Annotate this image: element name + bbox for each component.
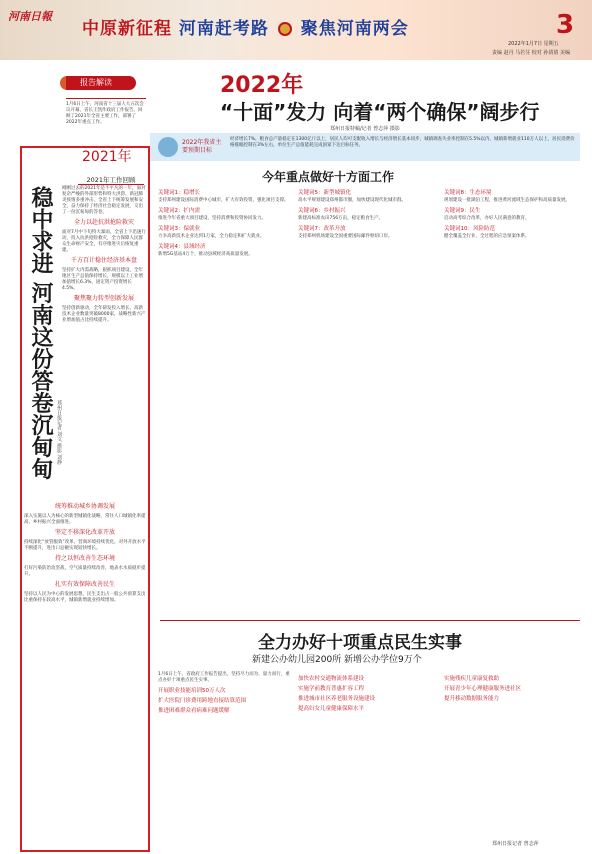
review-subhead-4: 统筹推动城乡协调发展 [54,503,115,510]
livelihood-column-3 [444,672,582,704]
task-text: 健全覆盖全行业、全过程的应急预案体系。 [444,234,530,239]
task-head: 关键词6：乡村振兴 [298,208,346,214]
task-head: 关键词1：稳增长 [158,190,200,196]
task-head: 关键词3：保就业 [158,226,200,232]
page-number: 3 [556,10,575,40]
year-2021-label: 2021年 [82,149,132,165]
review-paragraph-1: 面对7月中下旬特大暴雨，全省上下迅速行动，投入抗洪抢险救灾，全力保障人民群众生命财产安全，有序推进灾后恢复重建。 [62,230,146,253]
task-head: 关键词8：生态环境 [444,190,492,196]
emblem-icon [278,22,292,36]
tasks-column-2 [298,186,436,240]
livelihood-head: 提升移动数据服务能力 [444,696,500,702]
target-icon [158,137,178,157]
targets-label: 2022年我省主要预期目标 [182,139,222,154]
banner-part-3: 聚焦河南两会 [300,19,409,39]
report-tag: 报告解读 [66,76,136,90]
editor-credits: 责编 赵丹 马若芬 校对 孙倩倩 美编 [492,50,570,56]
task-text: 支持郑州机场建设全国重要国际邮件枢纽口岸。 [298,234,393,239]
footer-credit: 郑州日报记者 曾志萍 [492,841,539,847]
livelihood-column-1 [158,672,292,716]
banner-part-1: 中原新征程 [82,19,172,39]
review-paragraph-3: 坚持创新驱动，全年研发投入增长，高新技术企业数量突破8000家，战略性新兴产业增加值占比持续提升。 [62,306,146,323]
tasks-column-1 [158,186,292,258]
livelihood-head: 实施残疾儿童康复救助 [444,676,500,682]
newspaper-logo: 河南日報 [8,10,52,23]
review-paragraph-4: 深入实施以人为核心的新型城镇化战略，常住人口城镇化率提高，乡村振兴全面推进。 [24,514,146,525]
livelihood-head: 加快农村交通物流体系建设 [298,676,365,682]
task-head: 关键词9：民生 [444,208,481,214]
livelihood-head: 实施学前教育普惠扩容工程 [298,686,365,692]
targets-text: 经济增长7%，粮食总产量稳定在1300亿斤以上，居民人均可支配收入增长与经济增长基本同步，城镇调查失业率控制在5.5%以内，城镇新增就业110万人以上，居民消费价格涨幅控制在3%左右，单位生产总值能耗完成国家下达目标任务。 [230,137,575,148]
review-subhead-2: 千方百计稳住经济基本盘 [70,257,137,264]
issue-date: 2022年1月7日 星期五 [508,41,559,47]
task-text: 新建高标准农田756万亩，稳定粮食生产。 [298,216,384,221]
livelihood-column-2 [298,672,436,714]
task-head: 关键词2：扩内需 [158,208,200,214]
targets-bar [150,133,580,161]
tasks-column-3 [444,186,582,240]
review-paragraph-6: 打好污染防治攻坚战，空气质量持续改善，地表水水质稳步提升。 [24,566,146,577]
review-title: 2021年工作回顾 [78,175,144,185]
banner-headline [82,14,409,39]
livelihood-title: 全力办好十项重点民生实事 [258,633,462,653]
review-subhead-3: 聚焦聚力转型创新发展 [73,295,134,302]
task-text: 力争高新技术企业达到1万家，全力稳定和扩大就业。 [158,234,265,239]
review-subhead-1: 全力以赴抗洪抢险救灾 [73,219,134,226]
livelihood-head: 扩大医院门诊费用跨地直接结算范围 [158,698,247,704]
bottom-divider [160,620,580,621]
task-head: 关键词4：县域经济 [158,244,206,250]
task-head: 关键词10：风险防范 [444,226,495,232]
livelihood-intro: 1月6日上午，省政府工作报告提出，坚持尽力而为、量力而行，重点办好十项重点民生实事。 [158,672,290,683]
task-head: 关键词7：改革开放 [298,226,346,232]
livelihood-subtitle: 新建公办幼儿园200所 新增公办学位9万个 [252,655,422,665]
task-text: 新增5G基站4万个，推动县域经济高质量发展。 [158,252,253,257]
headline-byline: 郑州日报特稿/记者 曾志萍 摄影 [330,126,400,132]
year-2022-label: 2022年 [220,73,304,98]
task-head: 关键词5：新型城镇化 [298,190,351,196]
ten-tasks-title: 今年重点做好十方面工作 [262,170,395,184]
review-column-bottom [24,500,146,604]
livelihood-head: 推进城市社区养老服务设施建设 [298,696,376,702]
vertical-author: 郑州日报记者 刘文 摄影 刘静 [56,400,62,465]
review-subhead-6: 持之以恒改善生态环境 [54,555,115,562]
task-text: 支持郑州建设国际消费中心城市，扩大有效投资，强化项目支撑。 [158,198,289,203]
banner-part-2: 河南赶考路 [178,19,269,39]
review-subhead-7: 扎实有效保障改善民生 [54,581,115,588]
task-text: 推进今年省重大项目建设，坚持消费和投资协同发力。 [158,216,266,221]
vertical-title: 稳中求进 河南这份答卷沉甸甸 [28,186,53,480]
livelihood-head: 开展职业技能培训50万人次 [158,688,226,694]
livelihood-head: 开展青少年心理健康服务进社区 [444,686,522,692]
livelihood-head: 推进困难群众看病难问题缓解 [158,708,230,714]
task-text: 高水平规划建设郑州都市圈，加快建设现代化城市群。 [298,198,406,203]
review-paragraph-7: 坚持以人民为中心的发展思想，民生支出占一般公共预算支出比重保持在较高水平，城镇新增就业持续增加。 [24,592,146,603]
masthead [0,0,592,60]
review-column-top [62,186,146,324]
review-paragraph-5: 持续深化“放管服效”改革，营商环境持续优化，对外开放水平不断提升，进出口总额实现较快增长。 [24,540,146,551]
review-intro: 刚刚过去的2021年是不平凡的一年，面对复杂严峻的外部形势和特大洪涝、新冠肺炎疫情多重冲击，全省上下统筹发展和安全，奋力保持了经济社会稳定发展，交出了一份沉甸甸的答卷。 [62,186,146,215]
task-text: 启动高考综合改革，办好人民满意的教育。 [444,216,530,221]
review-subhead-5: 坚定不移深化改革开放 [54,529,115,536]
task-text: 规划建设一批湖泊工程，推进黄河流域生态保护和高质量发展。 [444,198,570,203]
review-paragraph-2: 坚持扩大内需战略，狠抓项目建设，全年地区生产总值保持增长，规模以上工业增加值增长6.3%，固定资产投资增长4.5%。 [62,268,143,291]
main-headline: “十面”发力 向着“两个确保”阔步行 [220,100,540,124]
livelihood-head: 提高妇女儿童健康保障水平 [298,706,365,712]
lead-paragraph: 1月6日上午，河南省十三届人大五次会议开幕，省长王凯作政府工作报告。回顾了2021年全省主要工作，部署了2022年重点工作。 [66,98,146,142]
